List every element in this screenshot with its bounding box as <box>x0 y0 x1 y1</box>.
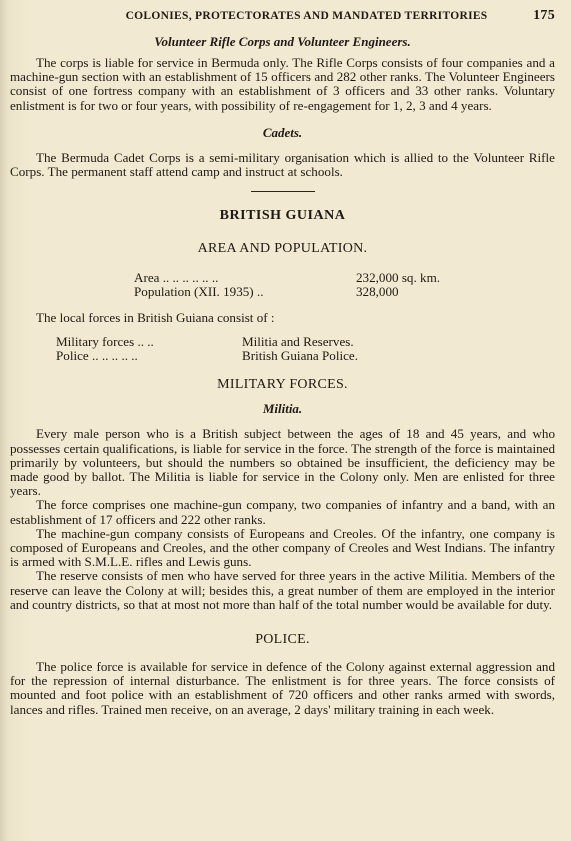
volunteer-heading: Volunteer Rifle Corps and Volunteer Engineers. <box>154 34 411 49</box>
military-forces-heading: MILITARY FORCES. <box>217 377 348 393</box>
running-header <box>10 8 555 24</box>
military-forces-row <box>56 335 555 349</box>
population-row <box>134 285 555 299</box>
militia-paragraph: The force comprises one machine-gun company, two companies of infantry and a band, with an establishment of 17 officers and 222 other ranks. <box>10 497 555 527</box>
military-forces-value: Militia and Reserves. <box>242 334 354 350</box>
area-population-table <box>134 271 555 299</box>
local-forces-table <box>56 335 555 363</box>
police-paragraph: The police force is available for service in defence of the Colony against external aggression and for the repression of internal disturbance. The enlistment is for three years. The force consists of mounted and foot police with an establishment of 720 officers and other ranks armed with swords, lances and rifles. Trained men receive, on an average, 2 days' military training in each week. <box>10 659 555 717</box>
militia-heading: Militia. <box>262 401 303 417</box>
cadets-paragraph: The Bermuda Cadet Corps is a semi-military organisation which is allied to the Volunteer Rifle Corps. The permanent staff attend camp and instruct at schools. <box>10 149 555 180</box>
page-number: 175 <box>533 8 555 23</box>
running-title: COLONIES, PROTECTORATES AND MANDATED TERRITORIES <box>125 10 488 22</box>
population-value: 328,000 <box>356 284 399 300</box>
area-row <box>134 271 555 285</box>
forces-intro: The local forces in British Guiana consist of : <box>36 310 275 326</box>
country-title: BRITISH GUIANA <box>219 208 346 224</box>
area-value: 232,000 sq. km. <box>356 270 441 286</box>
police-heading: POLICE. <box>255 632 310 648</box>
cadets-heading: Cadets. <box>262 124 303 140</box>
militia-paragraph: The machine-gun company consists of Europeans and Creoles. Of the infantry, one company is composed of Europeans and Creoles, and the other company of Creoles and West Indians. The infantry is armed with S.M.L.E. rifles and Lewis guns. <box>10 525 555 570</box>
police-row <box>56 349 555 363</box>
area-label: Area .. .. .. .. .. .. <box>134 270 219 286</box>
militia-paragraph: The reserve consists of men who have served for three years in the active Militia. Members of the reserve can leave the Colony at will; besides this, a great number of them are employed in the interior and country districts, so that at most not more than half of the total number would be available for duty. <box>10 568 555 612</box>
police-label: Police .. .. .. .. .. <box>56 348 138 364</box>
section-divider <box>251 191 315 192</box>
population-label: Population (XII. 1935) .. <box>134 284 264 300</box>
area-population-heading: AREA AND POPULATION. <box>197 241 368 257</box>
volunteer-paragraph: The corps is liable for service in Bermuda only. The Rifle Corps consists of four companies and a machine-gun section with an establishment of 15 officers and 282 other ranks. The Volunteer Engineers consist of one fortress company with an establishment of 3 officers and 33 other ranks. Voluntary enlistment is for two or four years, with possibility of re-engagement for 1, 2, 3 and 4 years. <box>10 55 555 113</box>
military-forces-label: Military forces .. .. <box>56 334 154 350</box>
police-value: British Guiana Police. <box>242 348 359 364</box>
militia-paragraph: Every male person who is a British subject between the ages of 18 and 45 years, and who possesses certain qualifications, is liable for service in the force. The strength of the force is maintained primarily by volunteers, but should the numbers so obtained be insufficient, the deficiency may be made good by ballot. The Militia is liable for service in the Colony only. Men are enlisted for three years. <box>10 426 555 499</box>
